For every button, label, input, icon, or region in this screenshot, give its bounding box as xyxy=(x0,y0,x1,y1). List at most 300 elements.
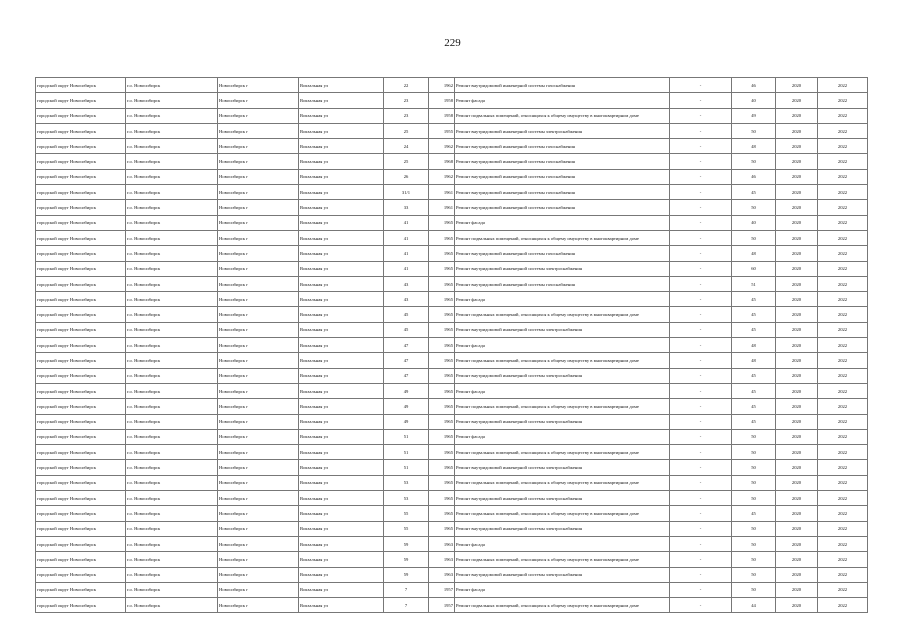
cell-municipality: городской округ Новосибирск xyxy=(36,276,126,291)
cell-district: г.о. Новосибирск xyxy=(126,200,218,215)
cell-year-to: 2022 xyxy=(818,536,868,551)
cell-house-number: 49 xyxy=(384,414,429,429)
cell-district: г.о. Новосибирск xyxy=(126,491,218,506)
cell-cost: 50 xyxy=(732,154,776,169)
cell-municipality: городской округ Новосибирск xyxy=(36,475,126,490)
cell-street: Вокзальная ул xyxy=(299,414,384,429)
table-row xyxy=(36,123,868,138)
cell-dash: - xyxy=(670,521,732,536)
cell-year-to: 2022 xyxy=(818,169,868,184)
cell-house-number: 47 xyxy=(384,353,429,368)
cell-house-number: 51 xyxy=(384,445,429,460)
cell-district: г.о. Новосибирск xyxy=(126,506,218,521)
cell-year-to: 2022 xyxy=(818,567,868,582)
cell-build-year: 1965 xyxy=(429,429,455,444)
cell-year-from: 2020 xyxy=(776,552,818,567)
cell-house-number: 49 xyxy=(384,399,429,414)
cell-district: г.о. Новосибирск xyxy=(126,93,218,108)
cell-settlement: Новосибирск г xyxy=(218,185,299,200)
cell-cost: 45 xyxy=(732,506,776,521)
table-row xyxy=(36,139,868,154)
table-row xyxy=(36,307,868,322)
cell-cost: 60 xyxy=(732,261,776,276)
page-number: 229 xyxy=(444,37,461,49)
table-row xyxy=(36,536,868,551)
cell-settlement: Новосибирск г xyxy=(218,552,299,567)
cell-dash: - xyxy=(670,414,732,429)
cell-cost: 50 xyxy=(732,200,776,215)
table-row xyxy=(36,598,868,613)
cell-year-to: 2022 xyxy=(818,276,868,291)
cell-work-type: Ремонт подвальных помещений, относящихся к общему имуществу в многоквартирном доме xyxy=(455,307,670,322)
cell-year-from: 2020 xyxy=(776,414,818,429)
cell-cost: 50 xyxy=(732,475,776,490)
cell-dash: - xyxy=(670,185,732,200)
cell-year-from: 2020 xyxy=(776,582,818,597)
cell-street: Вокзальная ул xyxy=(299,261,384,276)
cell-build-year: 1961 xyxy=(429,185,455,200)
cell-district: г.о. Новосибирск xyxy=(126,78,218,93)
cell-year-to: 2022 xyxy=(818,261,868,276)
cell-house-number: 53 xyxy=(384,475,429,490)
table-row xyxy=(36,429,868,444)
cell-dash: - xyxy=(670,139,732,154)
cell-municipality: городской округ Новосибирск xyxy=(36,185,126,200)
cell-settlement: Новосибирск г xyxy=(218,93,299,108)
cell-house-number: 7 xyxy=(384,582,429,597)
cell-street: Вокзальная ул xyxy=(299,399,384,414)
cell-work-type: Ремонт внутридомовой инженерной системы газоснабжения xyxy=(455,246,670,261)
table-row xyxy=(36,399,868,414)
cell-dash: - xyxy=(670,399,732,414)
cell-build-year: 1962 xyxy=(429,169,455,184)
cell-district: г.о. Новосибирск xyxy=(126,399,218,414)
cell-district: г.о. Новосибирск xyxy=(126,185,218,200)
cell-street: Вокзальная ул xyxy=(299,475,384,490)
cell-house-number: 41 xyxy=(384,246,429,261)
cell-settlement: Новосибирск г xyxy=(218,429,299,444)
cell-year-to: 2022 xyxy=(818,230,868,245)
cell-year-from: 2020 xyxy=(776,246,818,261)
cell-house-number: 53 xyxy=(384,491,429,506)
cell-district: г.о. Новосибирск xyxy=(126,230,218,245)
cell-settlement: Новосибирск г xyxy=(218,460,299,475)
cell-year-to: 2022 xyxy=(818,383,868,398)
cell-settlement: Новосибирск г xyxy=(218,506,299,521)
cell-year-to: 2022 xyxy=(818,78,868,93)
cell-settlement: Новосибирск г xyxy=(218,108,299,123)
cell-settlement: Новосибирск г xyxy=(218,215,299,230)
cell-settlement: Новосибирск г xyxy=(218,491,299,506)
cell-district: г.о. Новосибирск xyxy=(126,246,218,261)
cell-year-to: 2022 xyxy=(818,506,868,521)
cell-year-to: 2022 xyxy=(818,552,868,567)
cell-municipality: городской округ Новосибирск xyxy=(36,506,126,521)
cell-street: Вокзальная ул xyxy=(299,460,384,475)
cell-build-year: 1962 xyxy=(429,139,455,154)
cell-cost: 45 xyxy=(732,383,776,398)
cell-house-number: 45 xyxy=(384,307,429,322)
cell-municipality: городской округ Новосибирск xyxy=(36,460,126,475)
cell-house-number: 49 xyxy=(384,383,429,398)
cell-year-from: 2020 xyxy=(776,429,818,444)
cell-work-type: Ремонт внутридомовой инженерной системы газоснабжения xyxy=(455,78,670,93)
cell-year-to: 2022 xyxy=(818,108,868,123)
cell-cost: 50 xyxy=(732,536,776,551)
cell-year-from: 2020 xyxy=(776,506,818,521)
cell-settlement: Новосибирск г xyxy=(218,475,299,490)
cell-district: г.о. Новосибирск xyxy=(126,536,218,551)
cell-cost: 50 xyxy=(732,123,776,138)
cell-cost: 50 xyxy=(732,460,776,475)
cell-dash: - xyxy=(670,261,732,276)
cell-work-type: Ремонт внутридомовой инженерной системы электроснабжения xyxy=(455,322,670,337)
cell-dash: - xyxy=(670,383,732,398)
cell-dash: - xyxy=(670,322,732,337)
cell-year-from: 2020 xyxy=(776,353,818,368)
table-row xyxy=(36,215,868,230)
cell-district: г.о. Новосибирск xyxy=(126,338,218,353)
table-row xyxy=(36,154,868,169)
cell-district: г.о. Новосибирск xyxy=(126,169,218,184)
cell-work-type: Ремонт фасада xyxy=(455,536,670,551)
cell-cost: 50 xyxy=(732,521,776,536)
cell-dash: - xyxy=(670,246,732,261)
cell-municipality: городской округ Новосибирск xyxy=(36,78,126,93)
cell-street: Вокзальная ул xyxy=(299,429,384,444)
cell-work-type: Ремонт фасада xyxy=(455,429,670,444)
cell-house-number: 47 xyxy=(384,368,429,383)
cell-house-number: 59 xyxy=(384,552,429,567)
table-row xyxy=(36,93,868,108)
cell-dash: - xyxy=(670,429,732,444)
cell-municipality: городской округ Новосибирск xyxy=(36,338,126,353)
table-row xyxy=(36,338,868,353)
cell-build-year: 1965 xyxy=(429,353,455,368)
cell-year-from: 2020 xyxy=(776,491,818,506)
cell-dash: - xyxy=(670,108,732,123)
cell-build-year: 1961 xyxy=(429,200,455,215)
cell-cost: 49 xyxy=(732,108,776,123)
cell-district: г.о. Новосибирск xyxy=(126,521,218,536)
cell-house-number: 33 xyxy=(384,200,429,215)
cell-house-number: 41 xyxy=(384,261,429,276)
cell-cost: 45 xyxy=(732,322,776,337)
cell-cost: 45 xyxy=(732,368,776,383)
cell-settlement: Новосибирск г xyxy=(218,383,299,398)
cell-municipality: городской округ Новосибирск xyxy=(36,169,126,184)
cell-settlement: Новосибирск г xyxy=(218,567,299,582)
cell-year-from: 2020 xyxy=(776,200,818,215)
cell-street: Вокзальная ул xyxy=(299,215,384,230)
cell-settlement: Новосибирск г xyxy=(218,338,299,353)
cell-house-number: 25 xyxy=(384,154,429,169)
cell-build-year: 1963 xyxy=(429,536,455,551)
cell-municipality: городской округ Новосибирск xyxy=(36,414,126,429)
cell-dash: - xyxy=(670,552,732,567)
cell-build-year: 1965 xyxy=(429,307,455,322)
cell-settlement: Новосибирск г xyxy=(218,536,299,551)
cell-cost: 50 xyxy=(732,491,776,506)
cell-municipality: городской округ Новосибирск xyxy=(36,598,126,613)
table-row xyxy=(36,445,868,460)
cell-year-from: 2020 xyxy=(776,169,818,184)
cell-cost: 50 xyxy=(732,445,776,460)
cell-dash: - xyxy=(670,123,732,138)
cell-year-from: 2020 xyxy=(776,598,818,613)
cell-municipality: городской округ Новосибирск xyxy=(36,368,126,383)
cell-district: г.о. Новосибирск xyxy=(126,552,218,567)
cell-street: Вокзальная ул xyxy=(299,491,384,506)
repair-registry-table xyxy=(35,77,868,613)
cell-municipality: городской округ Новосибирск xyxy=(36,93,126,108)
cell-build-year: 1958 xyxy=(429,93,455,108)
cell-street: Вокзальная ул xyxy=(299,154,384,169)
cell-street: Вокзальная ул xyxy=(299,185,384,200)
cell-municipality: городской округ Новосибирск xyxy=(36,536,126,551)
cell-year-from: 2020 xyxy=(776,475,818,490)
cell-work-type: Ремонт подвальных помещений, относящихся к общему имуществу в многоквартирном доме xyxy=(455,506,670,521)
cell-work-type: Ремонт подвальных помещений, относящихся к общему имуществу в многоквартирном доме xyxy=(455,353,670,368)
table-row xyxy=(36,567,868,582)
cell-work-type: Ремонт внутридомовой инженерной системы электроснабжения xyxy=(455,491,670,506)
cell-work-type: Ремонт фасада xyxy=(455,292,670,307)
cell-street: Вокзальная ул xyxy=(299,292,384,307)
cell-year-from: 2020 xyxy=(776,154,818,169)
table-row xyxy=(36,108,868,123)
table-row xyxy=(36,261,868,276)
cell-dash: - xyxy=(670,536,732,551)
cell-work-type: Ремонт внутридомовой инженерной системы газоснабжения xyxy=(455,185,670,200)
cell-year-to: 2022 xyxy=(818,582,868,597)
cell-build-year: 1965 xyxy=(429,338,455,353)
cell-settlement: Новосибирск г xyxy=(218,414,299,429)
cell-year-from: 2020 xyxy=(776,139,818,154)
cell-settlement: Новосибирск г xyxy=(218,139,299,154)
cell-build-year: 1965 xyxy=(429,215,455,230)
cell-work-type: Ремонт внутридомовой инженерной системы газоснабжения xyxy=(455,139,670,154)
cell-house-number: 23 xyxy=(384,93,429,108)
table-row xyxy=(36,491,868,506)
cell-cost: 44 xyxy=(732,598,776,613)
cell-dash: - xyxy=(670,368,732,383)
cell-house-number: 23 xyxy=(384,108,429,123)
cell-house-number: 24 xyxy=(384,139,429,154)
cell-municipality: городской округ Новосибирск xyxy=(36,383,126,398)
cell-cost: 45 xyxy=(732,399,776,414)
cell-build-year: 1965 xyxy=(429,292,455,307)
cell-dash: - xyxy=(670,230,732,245)
cell-house-number: 41 xyxy=(384,215,429,230)
cell-build-year: 1958 xyxy=(429,108,455,123)
cell-house-number: 59 xyxy=(384,567,429,582)
cell-cost: 50 xyxy=(732,230,776,245)
cell-dash: - xyxy=(670,200,732,215)
table-row xyxy=(36,246,868,261)
cell-municipality: городской округ Новосибирск xyxy=(36,154,126,169)
cell-municipality: городской округ Новосибирск xyxy=(36,353,126,368)
cell-street: Вокзальная ул xyxy=(299,552,384,567)
cell-work-type: Ремонт подвальных помещений, относящихся к общему имуществу в многоквартирном доме xyxy=(455,598,670,613)
cell-year-from: 2020 xyxy=(776,123,818,138)
cell-work-type: Ремонт фасада xyxy=(455,582,670,597)
cell-dash: - xyxy=(670,353,732,368)
cell-street: Вокзальная ул xyxy=(299,307,384,322)
cell-street: Вокзальная ул xyxy=(299,139,384,154)
cell-district: г.о. Новосибирск xyxy=(126,429,218,444)
cell-municipality: городской округ Новосибирск xyxy=(36,261,126,276)
cell-year-to: 2022 xyxy=(818,445,868,460)
cell-year-to: 2022 xyxy=(818,475,868,490)
cell-build-year: 1965 xyxy=(429,246,455,261)
table-row xyxy=(36,200,868,215)
cell-municipality: городской округ Новосибирск xyxy=(36,429,126,444)
cell-house-number: 43 xyxy=(384,292,429,307)
cell-municipality: городской округ Новосибирск xyxy=(36,582,126,597)
cell-year-to: 2022 xyxy=(818,246,868,261)
cell-street: Вокзальная ул xyxy=(299,230,384,245)
cell-work-type: Ремонт внутридомовой инженерной системы газоснабжения xyxy=(455,169,670,184)
cell-district: г.о. Новосибирск xyxy=(126,475,218,490)
cell-build-year: 1965 xyxy=(429,491,455,506)
cell-street: Вокзальная ул xyxy=(299,368,384,383)
cell-settlement: Новосибирск г xyxy=(218,276,299,291)
cell-street: Вокзальная ул xyxy=(299,93,384,108)
cell-year-from: 2020 xyxy=(776,399,818,414)
cell-house-number: 55 xyxy=(384,521,429,536)
cell-year-to: 2022 xyxy=(818,521,868,536)
cell-street: Вокзальная ул xyxy=(299,123,384,138)
cell-settlement: Новосибирск г xyxy=(218,307,299,322)
cell-street: Вокзальная ул xyxy=(299,383,384,398)
cell-year-from: 2020 xyxy=(776,338,818,353)
cell-build-year: 1965 xyxy=(429,414,455,429)
cell-build-year: 1965 xyxy=(429,475,455,490)
cell-year-from: 2020 xyxy=(776,276,818,291)
table-row xyxy=(36,185,868,200)
cell-year-from: 2020 xyxy=(776,292,818,307)
cell-year-to: 2022 xyxy=(818,292,868,307)
cell-work-type: Ремонт подвальных помещений, относящихся к общему имуществу в многоквартирном доме xyxy=(455,552,670,567)
cell-build-year: 1955 xyxy=(429,123,455,138)
cell-house-number: 25 xyxy=(384,123,429,138)
table-row xyxy=(36,506,868,521)
cell-dash: - xyxy=(670,338,732,353)
table-row xyxy=(36,475,868,490)
cell-year-from: 2020 xyxy=(776,78,818,93)
cell-street: Вокзальная ул xyxy=(299,536,384,551)
cell-build-year: 1965 xyxy=(429,445,455,460)
cell-district: г.о. Новосибирск xyxy=(126,414,218,429)
cell-year-from: 2020 xyxy=(776,445,818,460)
cell-cost: 50 xyxy=(732,582,776,597)
cell-build-year: 1965 xyxy=(429,322,455,337)
cell-settlement: Новосибирск г xyxy=(218,154,299,169)
cell-house-number: 47 xyxy=(384,338,429,353)
cell-cost: 48 xyxy=(732,246,776,261)
cell-house-number: 51 xyxy=(384,429,429,444)
cell-year-from: 2020 xyxy=(776,93,818,108)
cell-settlement: Новосибирск г xyxy=(218,292,299,307)
cell-settlement: Новосибирск г xyxy=(218,582,299,597)
cell-house-number: 55 xyxy=(384,506,429,521)
cell-street: Вокзальная ул xyxy=(299,246,384,261)
cell-municipality: городской округ Новосибирск xyxy=(36,215,126,230)
cell-work-type: Ремонт внутридомовой инженерной системы электроснабжения xyxy=(455,414,670,429)
cell-district: г.о. Новосибирск xyxy=(126,276,218,291)
cell-house-number: 45 xyxy=(384,322,429,337)
cell-work-type: Ремонт фасада xyxy=(455,338,670,353)
cell-municipality: городской округ Новосибирск xyxy=(36,200,126,215)
cell-cost: 45 xyxy=(732,414,776,429)
cell-year-to: 2022 xyxy=(818,154,868,169)
cell-settlement: Новосибирск г xyxy=(218,598,299,613)
cell-municipality: городской округ Новосибирск xyxy=(36,322,126,337)
cell-dash: - xyxy=(670,169,732,184)
cell-street: Вокзальная ул xyxy=(299,506,384,521)
cell-year-from: 2020 xyxy=(776,521,818,536)
cell-municipality: городской округ Новосибирск xyxy=(36,230,126,245)
cell-build-year: 1963 xyxy=(429,552,455,567)
cell-municipality: городской округ Новосибирск xyxy=(36,108,126,123)
cell-cost: 48 xyxy=(732,139,776,154)
cell-district: г.о. Новосибирск xyxy=(126,445,218,460)
cell-cost: 48 xyxy=(732,353,776,368)
table-row xyxy=(36,414,868,429)
cell-cost: 50 xyxy=(732,429,776,444)
cell-year-to: 2022 xyxy=(818,491,868,506)
cell-year-from: 2020 xyxy=(776,460,818,475)
cell-build-year: 1963 xyxy=(429,567,455,582)
cell-district: г.о. Новосибирск xyxy=(126,598,218,613)
cell-work-type: Ремонт внутридомовой инженерной системы электроснабжения xyxy=(455,123,670,138)
cell-district: г.о. Новосибирск xyxy=(126,261,218,276)
cell-year-to: 2022 xyxy=(818,368,868,383)
cell-dash: - xyxy=(670,445,732,460)
table-row xyxy=(36,292,868,307)
cell-house-number: 26 xyxy=(384,169,429,184)
cell-year-to: 2022 xyxy=(818,200,868,215)
cell-work-type: Ремонт внутридомовой инженерной системы газоснабжения xyxy=(455,200,670,215)
cell-build-year: 1957 xyxy=(429,598,455,613)
cell-build-year: 1965 xyxy=(429,521,455,536)
cell-dash: - xyxy=(670,93,732,108)
cell-year-to: 2022 xyxy=(818,93,868,108)
cell-year-from: 2020 xyxy=(776,567,818,582)
cell-house-number: 59 xyxy=(384,536,429,551)
cell-district: г.о. Новосибирск xyxy=(126,108,218,123)
cell-year-from: 2020 xyxy=(776,185,818,200)
cell-street: Вокзальная ул xyxy=(299,598,384,613)
cell-street: Вокзальная ул xyxy=(299,338,384,353)
cell-district: г.о. Новосибирск xyxy=(126,154,218,169)
cell-year-from: 2020 xyxy=(776,368,818,383)
cell-municipality: городской округ Новосибирск xyxy=(36,552,126,567)
cell-dash: - xyxy=(670,307,732,322)
cell-cost: 46 xyxy=(732,78,776,93)
cell-build-year: 1965 xyxy=(429,276,455,291)
cell-municipality: городской округ Новосибирск xyxy=(36,292,126,307)
cell-district: г.о. Новосибирск xyxy=(126,307,218,322)
cell-build-year: 1965 xyxy=(429,506,455,521)
cell-municipality: городской округ Новосибирск xyxy=(36,307,126,322)
cell-street: Вокзальная ул xyxy=(299,353,384,368)
cell-cost: 50 xyxy=(732,567,776,582)
cell-cost: 45 xyxy=(732,185,776,200)
cell-municipality: городской округ Новосибирск xyxy=(36,567,126,582)
cell-settlement: Новосибирск г xyxy=(218,368,299,383)
table-row xyxy=(36,521,868,536)
